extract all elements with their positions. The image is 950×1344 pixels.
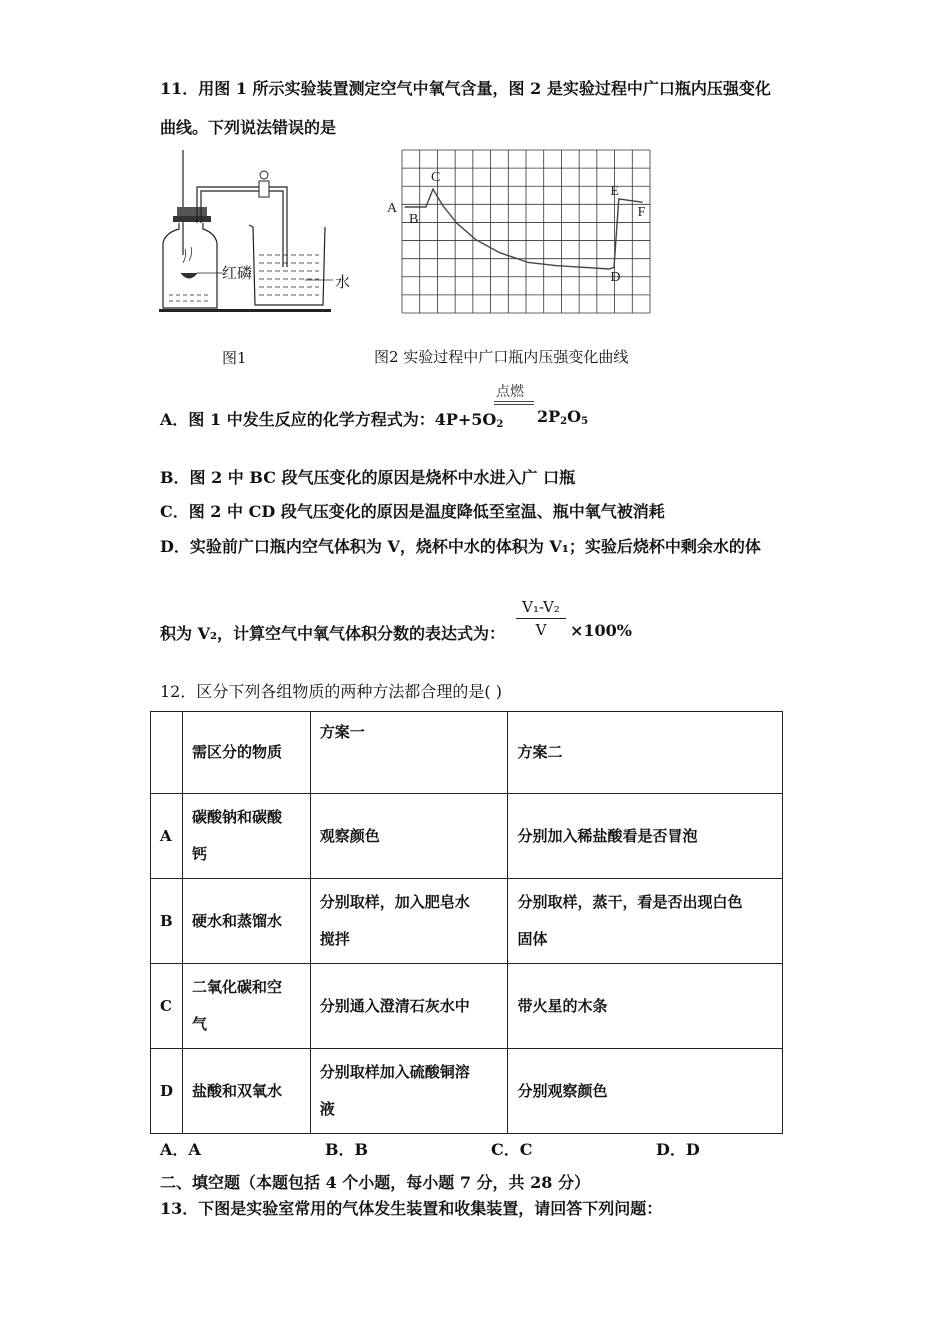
curve-point-label: D	[610, 269, 621, 285]
fraction-tail: ×100%	[570, 621, 633, 640]
header-plan2: 方案二	[508, 712, 783, 794]
curve-point-label: F	[637, 205, 646, 221]
curve-point-label: C	[431, 170, 441, 186]
figure-2-pressure-chart	[385, 145, 660, 317]
label-red-phosphorus: 红磷	[222, 264, 253, 282]
header-substances: 需区分的物质	[183, 712, 311, 794]
q12-table	[150, 711, 783, 1134]
figure-1-caption: 图1	[222, 349, 247, 367]
q12-choice-d[interactable]: D．D	[656, 1140, 700, 1159]
curve-point-label: A	[387, 201, 398, 217]
row-key: A	[151, 794, 183, 879]
equation-equals-bar	[494, 401, 534, 402]
curve-point-label: B	[409, 212, 419, 228]
row-substances: 盐酸和双氧水	[183, 1049, 311, 1134]
table-row-d	[151, 1049, 783, 1134]
fraction-numerator: V₁-V₂	[522, 598, 560, 616]
fraction-denominator: V	[535, 621, 547, 639]
figure-2-caption: 图2 实验过程中广口瓶内压强变化曲线	[374, 348, 629, 366]
row-plan2: 带火星的木条	[508, 964, 783, 1049]
figure-1-apparatus	[155, 145, 365, 315]
q11-option-c[interactable]: C．图 2 中 CD 段气压变化的原因是温度降低至室温、瓶中氧气被消耗	[160, 502, 665, 521]
table-row-c	[151, 964, 783, 1049]
row-substances: 硬水和蒸馏水	[183, 879, 311, 964]
row-plan2: 分别加入稀盐酸看是否冒泡	[508, 794, 783, 879]
row-substances: 二氧化碳和空 气	[183, 964, 311, 1049]
q13-stem: 13．下图是实验室常用的气体发生装置和收集装置，请回答下列问题：	[160, 1199, 663, 1218]
row-plan1: 分别取样，加入肥皂水 搅拌	[310, 879, 508, 964]
pressure-curve	[405, 189, 643, 269]
reaction-condition: 点燃	[496, 384, 524, 400]
q11-option-d-line1[interactable]: D．实验前广口瓶内空气体积为 V，烧杯中水的体积为 V₁；实验后烧杯中剩余水的体	[160, 537, 761, 556]
q11-option-b[interactable]: B．图 2 中 BC 段气压变化的原因是烧杯中水进入广 口瓶	[160, 468, 576, 487]
q11-stem-line2: 曲线。下列说法错误的是	[160, 118, 337, 137]
header-plan1: 方案一	[310, 712, 508, 794]
equation-equals-bar-2	[494, 404, 534, 405]
table-row-a	[151, 794, 783, 879]
table-header-row	[151, 712, 783, 794]
q11-option-d-line2: 积为 V₂，计算空气中氧气体积分数的表达式为：	[160, 624, 505, 643]
row-key: B	[151, 879, 183, 964]
q12-choice-b[interactable]: B．B	[325, 1140, 369, 1159]
row-plan1: 分别通入澄清石灰水中	[310, 964, 508, 1049]
q12-stem: 12．区分下列各组物质的两种方法都合理的是( )	[160, 682, 502, 701]
row-plan2: 分别观察颜色	[508, 1049, 783, 1134]
row-plan2: 分别取样，蒸干，看是否出现白色 固体	[508, 879, 783, 964]
q11-option-a[interactable]: A．图 1 中发生反应的化学方程式为：$4P+5O_2$	[160, 410, 504, 430]
row-key: C	[151, 964, 183, 1049]
q11-stem-line1: 11．用图 1 所示实验装置测定空气中氧气含量，图 2 是实验过程中广口瓶内压强变化	[160, 79, 771, 98]
label-water: 水	[335, 273, 351, 291]
row-plan1: 分别取样加入硫酸铜溶 液	[310, 1049, 508, 1134]
q12-choice-c[interactable]: C．C	[491, 1140, 533, 1159]
fraction-bar	[516, 618, 566, 619]
section-2-heading: 二、填空题（本题包括 4 个小题，每小题 7 分，共 28 分）	[160, 1173, 590, 1192]
curve-point-label: E	[610, 183, 619, 199]
table-row-b	[151, 879, 783, 964]
row-plan1: 观察颜色	[310, 794, 508, 879]
q11-option-a-product: $2P_2O_5$	[537, 407, 589, 427]
row-substances: 碳酸钠和碳酸 钙	[183, 794, 311, 879]
row-key: D	[151, 1049, 183, 1134]
header-blank	[151, 712, 183, 794]
q12-choice-a[interactable]: A．A	[160, 1140, 201, 1159]
